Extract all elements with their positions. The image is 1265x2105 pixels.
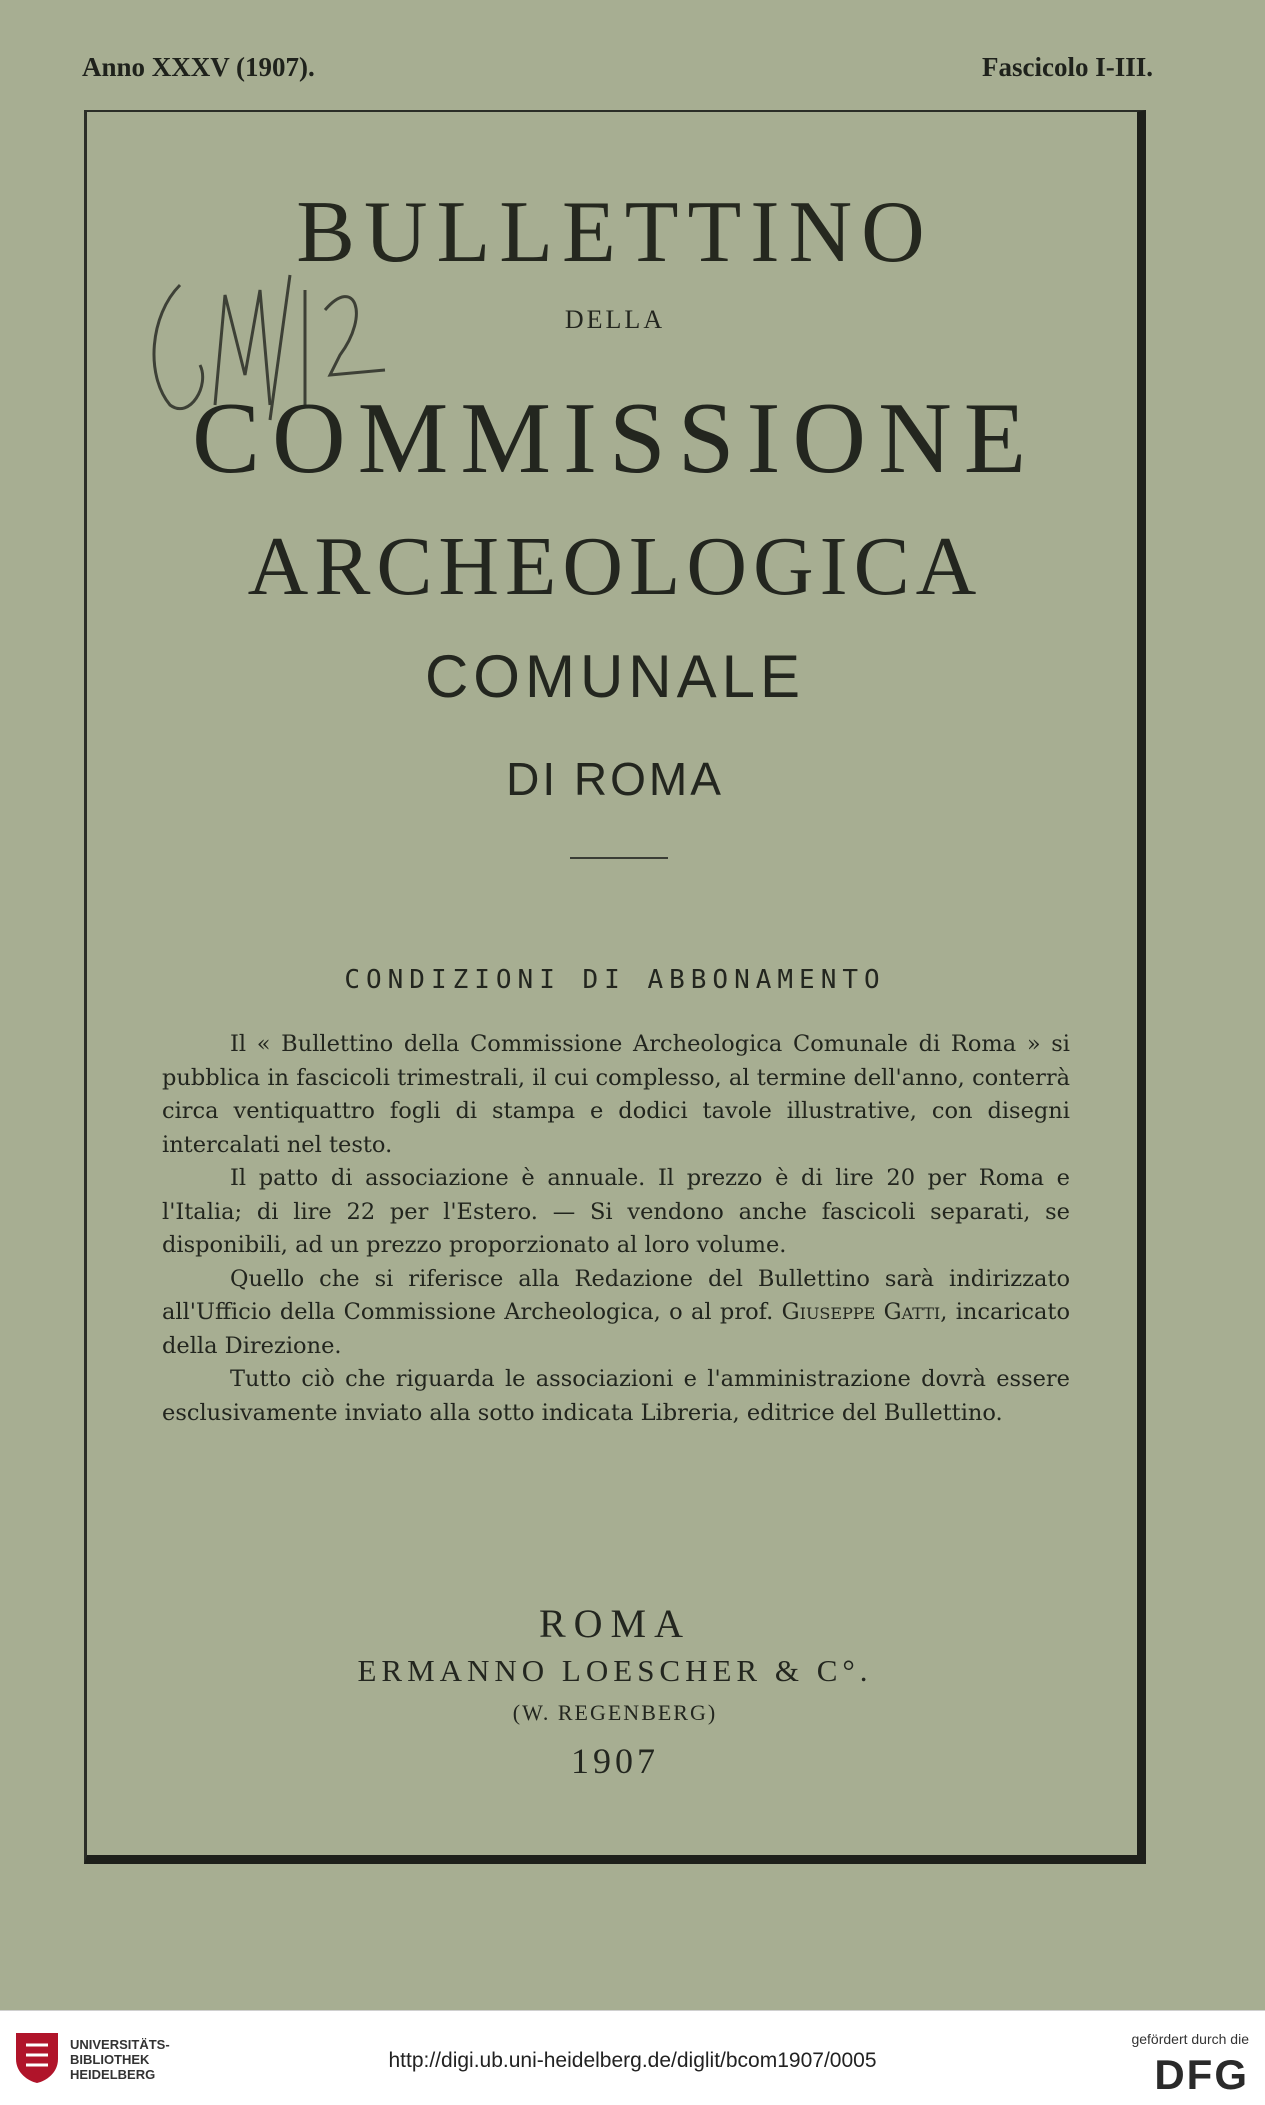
issue-number: Fascicolo I-III. xyxy=(982,52,1153,82)
permalink[interactable]: http://digi.ub.uni-heidelberg.de/diglit/bcom1907/0005 xyxy=(388,2049,877,2072)
library-name: UNIVERSITÄTS- BIBLIOTHEK HEIDELBERG xyxy=(70,2037,170,2082)
volume-year: Anno XXXV (1907). xyxy=(82,52,315,82)
conditions-text xyxy=(162,1028,1070,1430)
imprint-note: (W. REGENBERG) xyxy=(512,1700,718,1725)
conditions-heading: CONDIZIONI DI ABBONAMENTO xyxy=(344,965,886,995)
title-archeologica: ARCHEOLOGICA xyxy=(247,520,983,613)
paragraph-3-start: Quello che si riferisce alla Redazione del Bullettino sarà indirizzato all'Ufficio della Commissione Archeologica, o al prof. xyxy=(162,1265,1070,1325)
imprint-publisher: ERMANNO LOESCHER & C°. xyxy=(357,1653,873,1688)
divider-rule xyxy=(570,857,668,859)
director-name: Giuseppe Gatti xyxy=(781,1299,941,1325)
paragraph-3-end: , incaricato della Direzione. xyxy=(162,1299,1070,1359)
title-della: DELLA xyxy=(564,305,666,334)
imprint-city: ROMA xyxy=(538,1601,692,1646)
dfg-logo: DFG xyxy=(1154,2051,1249,2098)
paragraph-1: Il « Bullettino della Commissione Archeologica Comunale di Roma » si pubblica in fascicoli trimestrali, il cui complesso, al termine dell'anno, conterrà circa ventiquattro fogli di stampa e dodici tavole illustrative, con disegni intercalati nel testo. xyxy=(162,1031,1070,1158)
title-comunale: COMUNALE xyxy=(424,643,806,710)
title-bullettino: BULLETTINO xyxy=(296,184,934,281)
title-di-roma: DI ROMA xyxy=(506,753,724,805)
paragraph-4: Tutto ciò che riguarda le associazioni e l'amministrazione dovrà essere esclusivamente inviato alla sotto indicata Libreria, editrice del Bullettino. xyxy=(162,1366,1070,1426)
funding-note: gefördert durch die xyxy=(1131,2031,1249,2047)
paragraph-2: Il patto di associazione è annuale. Il prezzo è di lire 20 per Roma e l'Italia; di lire 22 per l'Estero. — Si vendono anche fascicoli separati, se disponibili, ad un prezzo proporzionato al loro volume. xyxy=(162,1165,1070,1258)
imprint-year: 1907 xyxy=(571,1741,659,1781)
digitization-footer xyxy=(0,2010,1265,2105)
paragraph-3 xyxy=(162,1263,1070,1364)
title-commissione: COMMISSIONE xyxy=(191,382,1039,495)
